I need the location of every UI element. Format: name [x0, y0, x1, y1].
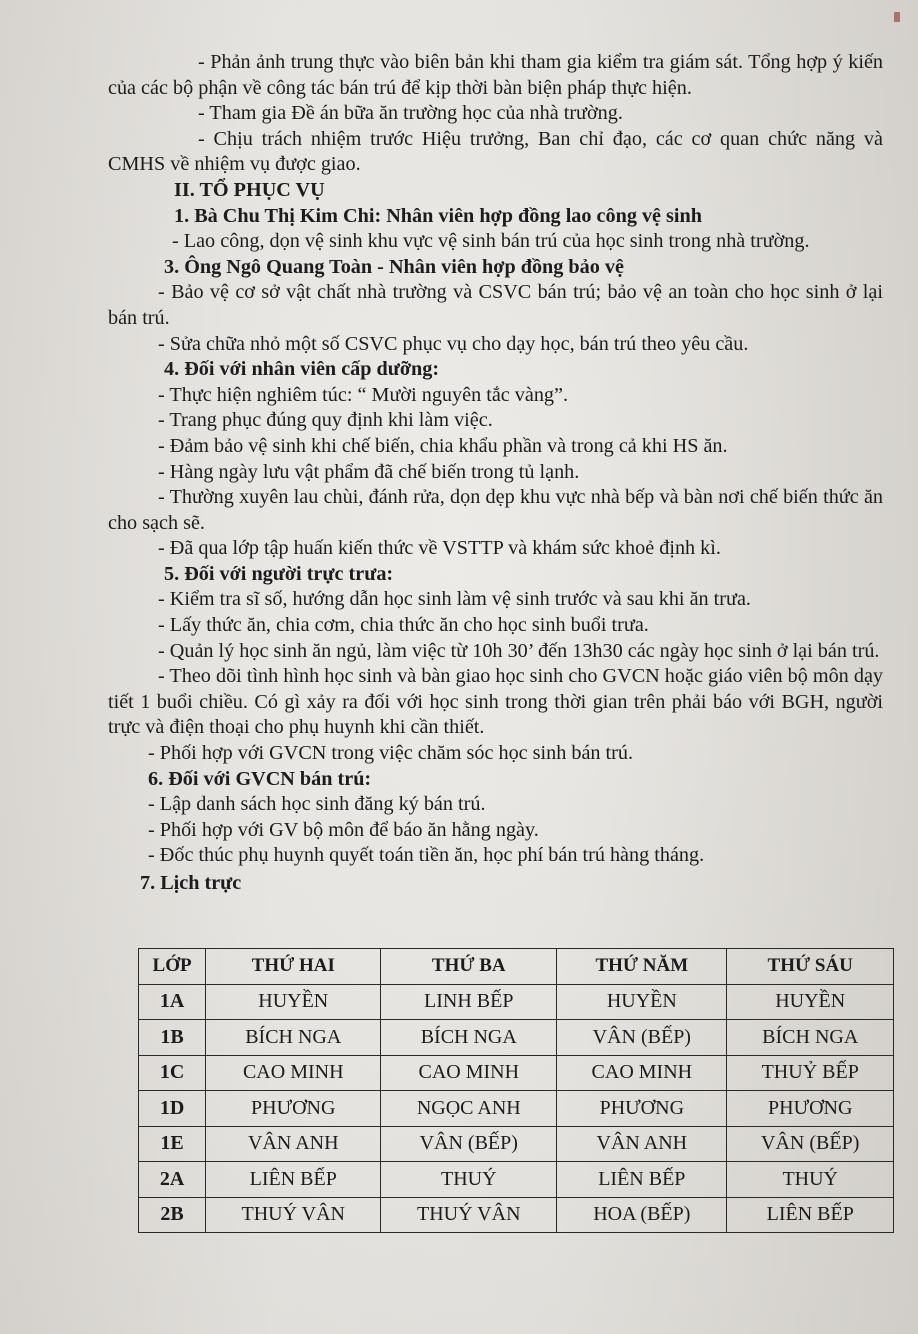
column-header: THỨ BA [381, 949, 557, 985]
duty-cell: VÂN ANH [206, 1126, 381, 1162]
paragraph: - Đốc thúc phụ huynh quyết toán tiền ăn, học phí bán trú hàng tháng. [148, 844, 705, 867]
table-row [139, 1055, 894, 1091]
paragraph: - Đã qua lớp tập huấn kiến thức về VSTTP và khám sức khoẻ định kì. [158, 537, 721, 560]
paragraph: - Tham gia Đề án bữa ăn trường học của nhà trường. [198, 102, 623, 125]
duty-cell: THUỶ BẾP [727, 1055, 894, 1091]
class-cell: 1B [139, 1020, 206, 1056]
paragraph: - Phản ảnh trung thực vào biên bản khi tham gia kiểm tra giám sát. Tổng hợp ý kiến của các bộ phận về công tác bán trú để kịp thời bàn biện pháp thực hiện. [108, 51, 883, 99]
duty-cell: CAO MINH [557, 1055, 727, 1091]
duty-cell: HOA (BẾP) [557, 1197, 727, 1233]
paragraph: - Đảm bảo vệ sinh khi chế biến, chia khẩu phần và trong cả khi HS ăn. [158, 434, 728, 457]
duty-cell: VÂN ANH [557, 1126, 727, 1162]
table-row [139, 1162, 894, 1198]
class-cell: 1E [139, 1126, 206, 1162]
duty-cell: PHƯƠNG [727, 1091, 894, 1127]
section-heading: 3. Ông Ngô Quang Toàn - Nhân viên hợp đồng bảo vệ [164, 255, 624, 278]
paragraph: - Sửa chữa nhỏ một số CSVC phục vụ cho dạy học, bán trú theo yêu cầu. [158, 332, 749, 355]
table-row [139, 1197, 894, 1233]
duty-cell: VÂN (BẾP) [381, 1126, 557, 1162]
table-row [139, 984, 894, 1020]
paragraph: - Trang phục đúng quy định khi làm việc. [158, 409, 493, 432]
column-header: LỚP [139, 949, 206, 985]
class-cell: 1A [139, 984, 206, 1020]
section-heading: 6. Đối với GVCN bán trú: [148, 767, 372, 790]
duty-cell: PHƯƠNG [206, 1091, 381, 1127]
duty-cell: BÍCH NGA [206, 1020, 381, 1056]
duty-cell: THUÝ [381, 1162, 557, 1198]
duty-cell: HUYỀN [557, 984, 727, 1020]
duty-cell: LIÊN BẾP [206, 1162, 381, 1198]
column-header: THỨ SÁU [727, 949, 894, 985]
column-header: THỨ HAI [206, 949, 381, 985]
paragraph: - Phối hợp với GVCN trong việc chăm sóc học sinh bán trú. [148, 742, 634, 765]
paragraph: - Chịu trách nhiệm trước Hiệu trưởng, Ban chỉ đạo, các cơ quan chức năng và CMHS về nhiệm vụ được giao. [108, 127, 883, 176]
section-heading: 4. Đối với nhân viên cấp dưỡng: [164, 358, 440, 381]
paragraph: - Theo dõi tình hình học sinh và bàn giao học sinh cho GVCN hoặc giáo viên bộ môn dạy tiết 1 buổi chiều. Có gì xảy ra đối với học sinh trong thời gian trên phải báo với BGH, người trực và điện thoại cho phụ huynh khi cần thiết. [108, 665, 883, 739]
class-cell: 2B [139, 1197, 206, 1233]
column-header: THỨ NĂM [557, 949, 727, 985]
duty-cell: PHƯƠNG [557, 1091, 727, 1127]
duty-schedule-table [138, 948, 894, 1233]
duty-cell: VÂN (BẾP) [727, 1126, 894, 1162]
duty-cell: BÍCH NGA [381, 1020, 557, 1056]
duty-cell: CAO MINH [206, 1055, 381, 1091]
paragraph: - Lấy thức ăn, chia cơm, chia thức ăn cho học sinh buổi trưa. [158, 614, 649, 637]
table-row [139, 1020, 894, 1056]
section-heading: II. TỔ PHỤC VỤ [174, 178, 325, 201]
duty-cell: LIÊN BẾP [557, 1162, 727, 1198]
class-cell: 1D [139, 1091, 206, 1127]
duty-cell: THUÝ VÂN [206, 1197, 381, 1233]
paragraph: - Phối hợp với GV bộ môn để báo ăn hằng ngày. [148, 818, 539, 841]
duty-cell: HUYỀN [727, 984, 894, 1020]
table-row [139, 1091, 894, 1127]
duty-cell: NGỌC ANH [381, 1091, 557, 1127]
table-row [139, 1126, 894, 1162]
paragraph: - Lập danh sách học sinh đăng ký bán trú. [148, 793, 486, 816]
duty-cell: LINH BẾP [381, 984, 557, 1020]
duty-cell: VÂN (BẾP) [557, 1020, 727, 1056]
class-cell: 2A [139, 1162, 206, 1198]
duty-cell: THUÝ VÂN [381, 1197, 557, 1233]
paragraph: - Quản lý học sinh ăn ngủ, làm việc từ 10h 30’ đến 13h30 các ngày học sinh ở lại bán trú. [158, 639, 880, 662]
class-cell: 1C [139, 1055, 206, 1091]
duty-cell: BÍCH NGA [727, 1020, 894, 1056]
schedule-header-row [139, 949, 894, 985]
duty-cell: CAO MINH [381, 1055, 557, 1091]
paragraph: - Thực hiện nghiêm túc: “ Mười nguyên tắc vàng”. [158, 383, 569, 406]
section-heading: 1. Bà Chu Thị Kim Chi: Nhân viên hợp đồng lao công vệ sinh [174, 204, 702, 227]
duty-cell: HUYỀN [206, 984, 381, 1020]
paragraph: - Thường xuyên lau chùi, đánh rửa, dọn dẹp khu vực nhà bếp và bàn nơi chế biến thức ăn cho sạch sẽ. [108, 486, 883, 534]
paragraph: - Bảo vệ cơ sở vật chất nhà trường và CSVC bán trú; bảo vệ an toàn cho học sinh ở lại bán trú. [108, 281, 883, 329]
paragraph: - Lao công, dọn vệ sinh khu vực vệ sinh bán trú của học sinh trong nhà trường. [172, 230, 810, 253]
document-body [108, 50, 883, 897]
corner-mark [894, 12, 900, 22]
duty-cell: LIÊN BẾP [727, 1197, 894, 1233]
paragraph: - Hàng ngày lưu vật phẩm đã chế biến trong tủ lạnh. [158, 460, 580, 483]
section-heading: 5. Đối với người trực trưa: [164, 562, 394, 585]
paragraph: - Kiểm tra sĩ số, hướng dẫn học sinh làm vệ sinh trước và sau khi ăn trưa. [158, 588, 751, 611]
section-heading: 7. Lịch trực [140, 872, 242, 894]
duty-cell: THUÝ [727, 1162, 894, 1198]
